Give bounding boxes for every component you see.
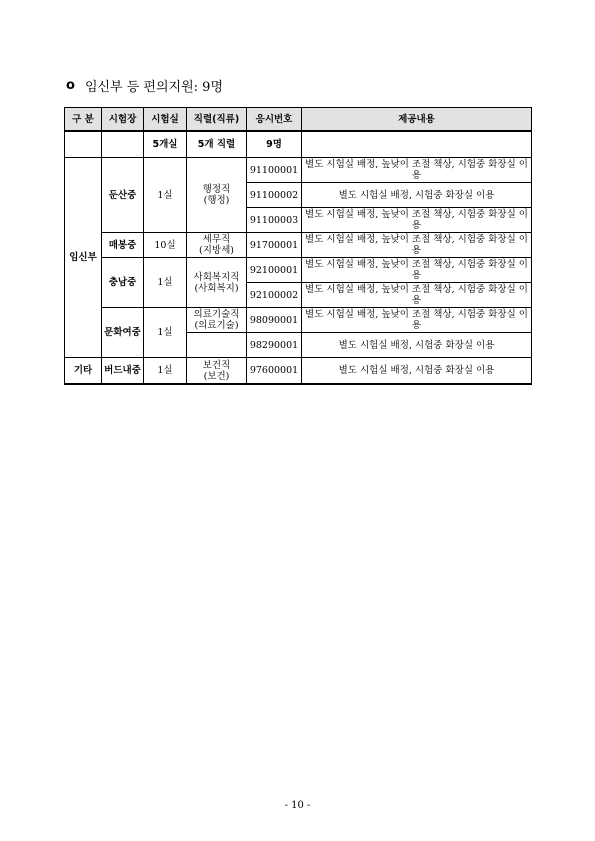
group-label: 임신부 [65,158,102,358]
series-cell [187,358,247,385]
series-sub: (행정) [203,195,230,206]
bullet-icon: o [66,78,75,93]
site-name: 충남중 [102,258,144,308]
site-name: 버드내중 [102,358,144,385]
series-sub: (사회복지) [194,282,239,294]
header-site: 시험장 [102,108,144,132]
series-name: 보건직 [202,359,231,371]
summary-count: 9명 [247,131,302,158]
service-text: 별도 시험실 배정, 높낮이 조절 책상, 시험중 화장실 이용 [302,308,532,333]
service-text: 별도 시험실 배정, 시험중 화장실 이용 [302,183,532,208]
room-count: 10실 [144,233,187,258]
exam-number: 91100001 [247,158,302,183]
series-sub: (지방세) [199,245,234,256]
series-cell [187,258,247,308]
header-service: 제공내용 [302,108,532,132]
service-text: 별도 시험실 배정, 높낮이 조절 책상, 시험중 화장실 이용 [302,158,532,183]
site-name: 매봉중 [102,233,144,258]
table-header-row [65,108,532,132]
table-row [65,308,532,333]
section-heading [66,76,223,95]
site-name: 둔산중 [102,158,144,233]
series-sub: (의료기술) [194,320,239,331]
exam-number: 91100002 [247,183,302,208]
room-count: 1실 [144,258,187,308]
exam-number: 97600001 [247,358,302,385]
header-series: 직렬(직류) [187,108,247,132]
room-count: 1실 [144,158,187,233]
exam-number: 98290001 [247,333,302,358]
support-table [64,107,532,385]
exam-number: 92100001 [247,258,302,283]
series-name: 의료기술직 [193,309,240,320]
series-name: 사회복지직 [193,271,240,283]
table-row [65,158,532,183]
room-count: 1실 [144,308,187,358]
summary-rooms: 5개실 [144,131,187,158]
exam-number: 91700001 [247,233,302,258]
service-text: 별도 시험실 배정, 높낮이 조절 책상, 시험중 화장실 이용 [302,283,532,308]
series-cell [187,158,247,233]
service-text: 별도 시험실 배정, 시험중 화장실 이용 [302,358,532,385]
service-text: 별도 시험실 배정, 시험중 화장실 이용 [302,333,532,358]
header-category: 구 분 [65,108,102,132]
service-text: 별도 시험실 배정, 높낮이 조절 책상, 시험중 화장실 이용 [302,233,532,258]
service-text: 별도 시험실 배정, 높낮이 조절 책상, 시험중 화장실 이용 [302,208,532,233]
room-count: 1실 [144,358,187,385]
section-title: 임신부 등 편의지원: 9명 [84,80,224,95]
header-number: 응시번호 [247,108,302,132]
series-cell [187,233,247,258]
summary-series: 5개 직렬 [187,131,247,158]
exam-number: 98090001 [247,308,302,333]
group-label: 기타 [65,358,102,385]
service-text: 별도 시험실 배정, 높낮이 조절 책상, 시험중 화장실 이용 [302,258,532,283]
series-name: 세무직 [202,234,231,245]
table-row [65,258,532,283]
table-row [65,233,532,258]
series-cell [187,308,247,333]
summary-row [65,131,532,158]
series-sub: (보건) [203,370,230,382]
site-name: 문화여중 [102,308,144,358]
header-room: 시험실 [144,108,187,132]
exam-number: 92100002 [247,283,302,308]
table-row [65,358,532,385]
exam-number: 91100003 [247,208,302,233]
series-name: 행정직 [202,184,231,195]
page-number: - 10 - [284,800,311,811]
